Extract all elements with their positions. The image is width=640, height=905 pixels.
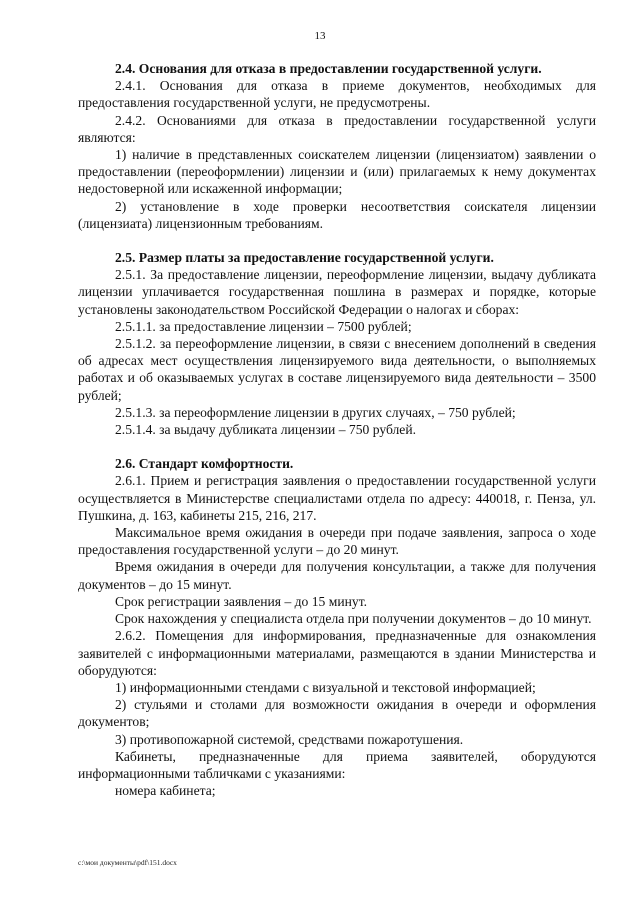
paragraph: 2.5.1. За предоставление лицензии, переоформление лицензии, выдачу дубликата лицензии уплачивается государственная пошлина в размерах и порядке, которые установлены законодательством Российской Федерации о налогах и сборах: xyxy=(78,267,596,317)
paragraph: 1) наличие в представленных соискателем лицензии (лицензиатом) заявлении о предоставлении (переоформлении) лицензии и (или) прилагаемых к нему документах недостоверной или искаженной информации; xyxy=(78,147,596,197)
paragraph: Кабинеты, предназначенные для приема заявителей, оборудуются информационными табличками с указаниями: xyxy=(78,748,596,781)
paragraph: 2.5.1.2. за переоформление лицензии, в связи с внесением дополнений в сведения об адресах мест осуществления лицензируемого вида деятельности, о выполняемых работах и об оказываемых услугах в составе лицензируемого вида деятельности – 3500 рублей; xyxy=(78,336,596,403)
paragraph: Срок регистрации заявления – до 15 минут. xyxy=(115,593,368,609)
section-heading: 2.5. Размер платы за предоставление государственной услуги. xyxy=(115,250,494,266)
paragraph: номера кабинета; xyxy=(115,783,216,799)
paragraph: Максимальное время ожидания в очереди при подаче заявления, запроса о ходе предоставления государственной услуги – до 20 минут. xyxy=(78,525,596,558)
paragraph: Срок нахождения у специалиста отдела при получении документов – до 10 минут. xyxy=(115,611,592,627)
page-number: 13 xyxy=(314,30,326,42)
paragraph: 2.5.1.4. за выдачу дубликата лицензии – 750 рублей. xyxy=(115,422,417,438)
section-heading: 2.4. Основания для отказа в предоставлении государственной услуги. xyxy=(115,61,542,76)
paragraph: 2.4.1. Основания для отказа в приеме документов, необходимых для предоставления государственной услуги, не предусмотрены. xyxy=(78,78,596,111)
paragraph: 2.5.1.3. за переоформление лицензии в других случаях, – 750 рублей; xyxy=(115,404,516,420)
document-body xyxy=(78,60,596,799)
paragraph: 2.4.2. Основаниями для отказа в предоставлении государственной услуги являются: xyxy=(78,112,596,145)
paragraph: 2) установление в ходе проверки несоответствия соискателя лицензии (лицензиата) лицензионным требованиям. xyxy=(78,198,596,231)
paragraph: 2.6.2. Помещения для информирования, предназначенные для ознакомления заявителей с информационными материалами, размещаются в здании Министерства и оборудуются: xyxy=(78,628,596,678)
paragraph: 2) стульями и столами для возможности ожидания в очереди и оформления документов; xyxy=(78,697,596,730)
paragraph: 1) информационными стендами с визуальной и текстовой информацией; xyxy=(115,679,536,695)
paragraph: 2.5.1.1. за предоставление лицензии – 7500 рублей; xyxy=(115,318,412,334)
paragraph: 3) противопожарной системой, средствами пожаротушения. xyxy=(115,731,464,747)
paragraph: 2.6.1. Прием и регистрация заявления о предоставлении государственной услуги осуществляется в Министерстве специалистами отдела по адресу: 440018, г. Пенза, ул. Пушкина, д. 163, кабинеты 215, 216, 217. xyxy=(78,473,596,523)
file-path-footer: c:\мои документы\pdf\151.docx xyxy=(78,858,177,867)
section-heading: 2.6. Стандарт комфортности. xyxy=(115,456,294,472)
paragraph: Время ожидания в очереди для получения консультации, а также для получения документов – до 15 минут. xyxy=(78,559,596,592)
